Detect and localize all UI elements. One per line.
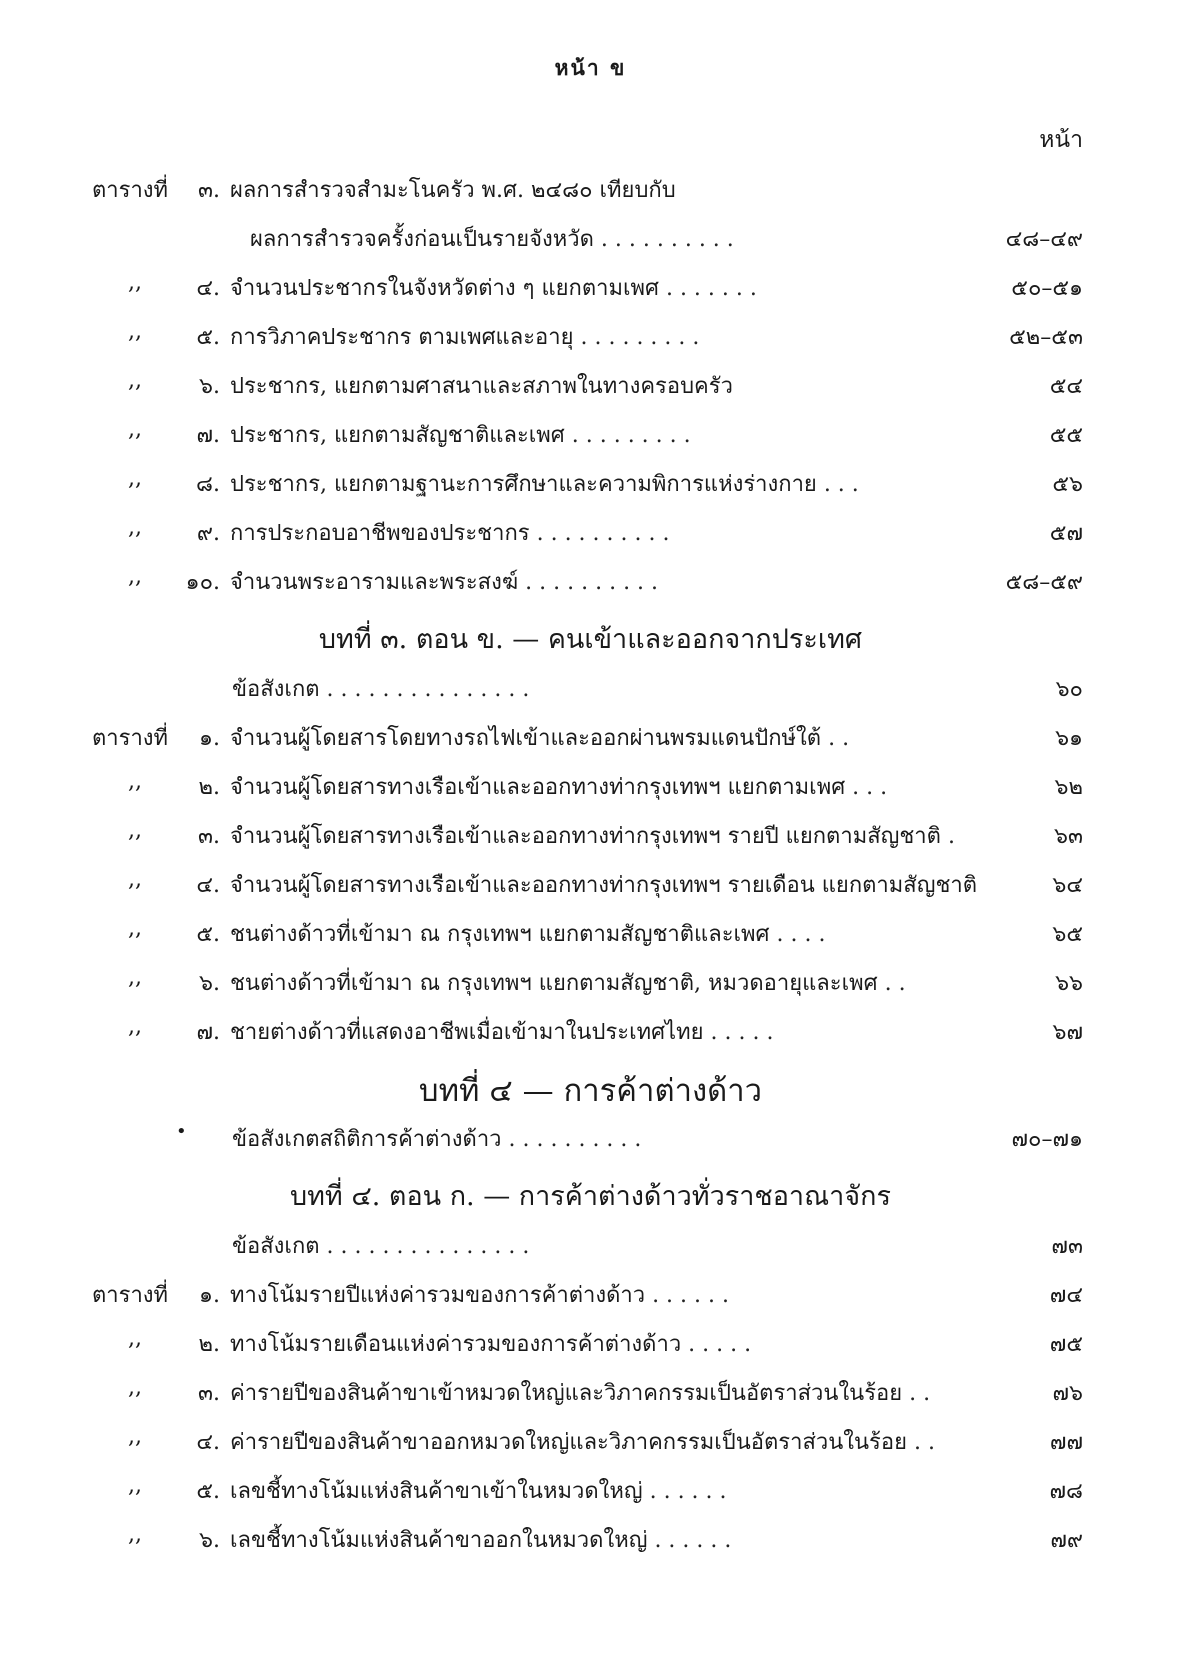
page-number: ๗๗ [1049,1430,1083,1455]
leader-dots: . . . . . . [645,1283,729,1308]
toc-entry [0,307,1181,356]
table-number: ๔. [196,276,220,301]
table-number: ๒. [198,1332,220,1357]
table-number: ๙. [196,521,220,546]
section-heading: บทที่ ๓. ตอน ข. — คนเข้าและออกจากประเทศ [318,624,863,655]
section-heading: บทที่ ๔. ตอน ก. — การค้าต่างด้าวทั่วราชอาณาจักร [290,1181,891,1212]
entry-title: ค่ารายปีของสินค้าขาเข้าหมวดใหญ่และวิภาคกรรมเป็นอัตราส่วนในร้อย . . [230,1381,931,1406]
page-number: ๖๐ [1055,677,1083,702]
page-number: ๗๙ [1050,1528,1083,1553]
entry-title: จำนวนผู้โดยสารทางเรือเข้าและออกทางท่ากรุงเทพฯ แยกตามเพศ . . . [230,775,888,800]
section-heading-row [0,1158,1181,1216]
toc-entry [0,757,1181,806]
leader-dots: . . [902,1381,931,1406]
leader-dots: . . . . . [681,1332,752,1357]
page-number: ๖๖ [1055,971,1083,996]
entry-title: เลขชี้ทางโน้มแห่งสินค้าขาเข้าในหมวดใหญ่ . . . . . . [230,1479,727,1504]
ditto-mark: ,, [128,1473,142,1498]
toc-entry [0,1510,1181,1559]
entry-title: ประชากร, แยกตามฐานะการศึกษาและความพิการแห่งร่างกาย . . . [230,472,859,497]
table-number: ๖. [199,1528,220,1553]
leader-dots: . . . . . . . . . . . . . . . [319,677,530,702]
page-number: ๗๐–๗๑ [1011,1127,1083,1152]
toc-entry [0,405,1181,454]
table-number: ๑. [199,1283,220,1308]
leader-dots: . . . . [769,922,826,947]
leader-dots: . . . [816,472,859,497]
table-label: ตารางที่ [92,178,169,203]
page-number: ๕๖ [1052,472,1083,497]
entry-title: ทางโน้มรายเดือนแห่งค่ารวมของการค้าต่างด้าว . . . . . [230,1332,752,1357]
toc-entry [0,1363,1181,1412]
entry-title: เลขชี้ทางโน้มแห่งสินค้าขาออกในหมวดใหญ่ . . . . . . [230,1528,732,1553]
entry-title: จำนวนประชากรในจังหวัดต่าง ๆ แยกตามเพศ . . . . . . . [230,276,757,301]
ditto-mark: ,, [128,965,142,990]
section-heading-row [0,1051,1181,1109]
table-number: ๕. [196,325,220,350]
ditto-mark: ,, [128,867,142,892]
page-number: ๖๑ [1055,726,1083,751]
toc-entry [0,552,1181,601]
page-number: ๖๗ [1052,1020,1083,1045]
entry-title: จำนวนผู้โดยสารทางเรือเข้าและออกทางท่ากรุงเทพฯ รายปี แยกตามสัญชาติ . [230,824,955,849]
leader-dots: . . . [845,775,888,800]
ditto-mark: ,, [128,1522,142,1547]
ditto-mark: ,, [128,417,142,442]
toc-entry [0,1002,1181,1051]
page-number: ๖๒ [1054,775,1083,800]
entry-title: ประชากร, แยกตามสัญชาติและเพศ . . . . . . . . . [230,423,691,448]
toc-entry [0,953,1181,1002]
toc-entry [0,904,1181,953]
table-number: ๔. [196,1430,220,1455]
table-number: ๖. [199,374,220,399]
leader-dots: . . . . . . . . . . [518,570,659,595]
toc-entry [0,1461,1181,1510]
leader-dots: . . . . . . . . . [573,325,700,350]
entry-title: การประกอบอาชีพของประชากร . . . . . . . . . . [230,521,670,546]
table-number: ๘. [196,472,220,497]
page-number: ๕๘–๕๙ [1005,570,1083,595]
table-of-contents [0,160,1181,1559]
toc-entry [0,1314,1181,1363]
table-label: ตารางที่ [92,1283,169,1308]
page-header: หน้า ข [554,55,627,80]
toc-entry [0,503,1181,552]
ditto-mark: ,, [128,818,142,843]
page-number: ๗๕ [1049,1332,1083,1357]
page-number: ๕๗ [1049,521,1083,546]
table-number: ๓. [197,1381,220,1406]
leader-dots: . . [906,1430,935,1455]
table-number: ๗. [196,423,220,448]
entry-title: ข้อสังเกตสถิติการค้าต่างด้าว . . . . . . . . . . [232,1127,642,1152]
entry-title: ข้อสังเกต . . . . . . . . . . . . . . . [232,677,530,702]
leader-dots: . . . . . . . [658,276,757,301]
table-number: ๑๐. [185,570,220,595]
leader-dots: . . . . . [703,1020,774,1045]
table-number: ๒. [198,775,220,800]
leader-dots: . . . . . . . . . [564,423,691,448]
toc-entry [0,855,1181,904]
entry-title: จำนวนผู้โดยสารทางเรือเข้าและออกทางท่ากรุงเทพฯ รายเดือน แยกตามสัญชาติ [230,873,978,898]
table-number: ๕. [196,922,220,947]
table-number: ๓. [197,178,220,203]
page-number: ๗๓ [1051,1234,1083,1259]
table-number: ๔. [196,873,220,898]
page-number: ๕๐–๕๑ [1011,276,1083,301]
entry-title: ประชากร, แยกตามศาสนาและสภาพในทางครอบครัว [230,374,733,399]
leader-dots: . . . . . . [647,1528,732,1553]
entry-title: การวิภาคประชากร ตามเพศและอายุ . . . . . . . . . [230,325,700,350]
page-number: ๖๓ [1053,824,1083,849]
leader-dots: . . . . . . . . . . [501,1127,642,1152]
page-number: ๗๘ [1049,1479,1083,1504]
leader-dots: . . . . . . [642,1479,727,1504]
toc-entry [0,258,1181,307]
table-number: ๕. [196,1479,220,1504]
section-heading-row [0,601,1181,659]
entry-title: ชนต่างด้าวที่เข้ามา ณ กรุงเทพฯ แยกตามสัญชาติ, หมวดอายุและเพศ . . [230,971,906,996]
ditto-mark: ,, [128,270,142,295]
page-number: ๔๘–๔๙ [1005,227,1083,252]
ditto-mark: ,, [128,769,142,794]
ditto-mark: ,, [128,368,142,393]
entry-title: ทางโน้มรายปีแห่งค่ารวมของการค้าต่างด้าว . . . . . . [230,1283,729,1308]
entry-title: ข้อสังเกต . . . . . . . . . . . . . . . [232,1234,530,1259]
table-number: ๖. [199,971,220,996]
toc-entry [0,1412,1181,1461]
ditto-mark: ,, [128,466,142,491]
toc-entry [0,708,1181,757]
leader-dots: . . . . . . . . . . [593,227,734,252]
leader-dots: . [940,824,955,849]
toc-entry [0,356,1181,405]
table-number: ๓. [197,824,220,849]
page-number: ๕๔ [1049,374,1083,399]
entry-title: จำนวนพระอารามและพระสงฆ์ . . . . . . . . . . [230,570,659,595]
toc-entry [0,1265,1181,1314]
leader-dots: . . . . . . . . . . . . . . . [319,1234,530,1259]
entry-title: ผลการสำรวจสำมะโนครัว พ.ศ. ๒๔๘๐ เทียบกับ [230,178,676,203]
page-number: ๗๖ [1052,1381,1083,1406]
page-number: ๕๒–๕๓ [1009,325,1083,350]
entry-title: ผลการสำรวจครั้งก่อนเป็นรายจังหวัด . . . . . . . . . . [250,227,734,252]
entry-title: ชนต่างด้าวที่เข้ามา ณ กรุงเทพฯ แยกตามสัญชาติและเพศ . . . . [230,922,826,947]
toc-entry [0,454,1181,503]
toc-entry [0,659,1181,708]
ditto-mark: ,, [128,1375,142,1400]
entry-title: ค่ารายปีของสินค้าขาออกหมวดใหญ่และวิภาคกรรมเป็นอัตราส่วนในร้อย . . [230,1430,935,1455]
entry-title: จำนวนผู้โดยสารโดยทางรถไฟเข้าและออกผ่านพรมแดนปักษ์ใต้ . . [230,726,850,751]
ditto-mark: ,, [128,1424,142,1449]
entry-title: ชายต่างด้าวที่แสดงอาชีพเมื่อเข้ามาในประเทศไทย . . . . . [230,1020,774,1045]
page-number: ๖๕ [1052,922,1083,947]
page-number: ๖๔ [1052,873,1083,898]
ditto-mark: ,, [128,1326,142,1351]
ditto-mark: ,, [128,916,142,941]
ditto-mark: ,, [128,319,142,344]
ditto-mark: ,, [128,1014,142,1039]
page-number: ๕๕ [1049,423,1083,448]
toc-entry [0,1216,1181,1265]
toc-entry [0,806,1181,855]
table-number: ๑. [199,726,220,751]
leader-dots: . . [877,971,906,996]
page-column-heading: หน้า [1039,127,1083,153]
table-label: ตารางที่ [92,726,169,751]
toc-entry [0,209,1181,258]
ditto-mark: ,, [128,564,142,589]
toc-entry [0,160,1181,209]
page-number: ๗๔ [1049,1283,1083,1308]
toc-entry [0,1109,1181,1158]
leader-dots: . . [821,726,850,751]
ditto-mark: ,, [128,515,142,540]
table-number: ๗. [196,1020,220,1045]
bullet-mark: • [176,1121,187,1142]
section-heading: บทที่ ๔ — การค้าต่างด้าว [418,1073,763,1109]
leader-dots: . . . . . . . . . . [529,521,670,546]
